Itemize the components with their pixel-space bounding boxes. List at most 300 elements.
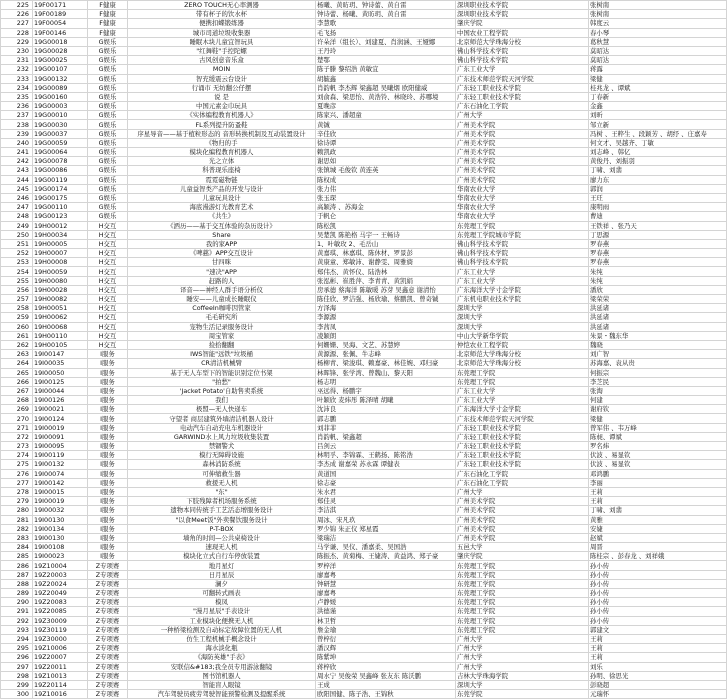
- project-id-cell[interactable]: 19G00110: [33, 203, 88, 212]
- project-title-cell[interactable]: 地月星灯: [128, 561, 316, 570]
- school-cell[interactable]: 肇庆学院: [456, 19, 589, 28]
- school-cell[interactable]: 华南农业大学: [456, 193, 589, 202]
- row-number-cell[interactable]: 265: [1, 368, 33, 377]
- advisor-cell[interactable]: 刘志峰 、韩亿: [589, 148, 727, 157]
- project-id-cell[interactable]: 19Z30009: [33, 616, 88, 625]
- school-cell[interactable]: 东莞理工学院城市学院: [456, 230, 589, 239]
- team-members-cell[interactable]: 周水宁 吴俊荣 吴鑫峰 张友东 陈沃鹏: [316, 671, 456, 680]
- advisor-cell[interactable]: 朱纯: [589, 267, 727, 276]
- school-cell[interactable]: 广州美术学院: [456, 533, 589, 542]
- team-members-cell[interactable]: 王丹玲: [316, 46, 456, 55]
- advisor-cell[interactable]: 王莉: [589, 644, 727, 653]
- project-title-cell[interactable]: 带有杯子的饮水杯: [128, 10, 316, 19]
- team-members-cell[interactable]: 张玉琛: [316, 193, 456, 202]
- team-members-cell[interactable]: 李杰成 谢嘉荣 苏永霖 谭健表: [316, 460, 456, 469]
- project-title-cell[interactable]: 一种桥梁检测及自动标定故障位置的无人机: [128, 625, 316, 634]
- project-title-cell[interactable]: 我的家APP: [128, 239, 316, 248]
- category-cell[interactable]: Z专项赛: [88, 625, 128, 634]
- school-cell[interactable]: 仲恺农业工程学院: [456, 340, 589, 349]
- project-id-cell[interactable]: 19Z20114: [33, 680, 88, 689]
- team-members-cell[interactable]: 郭志鹏: [316, 414, 456, 423]
- team-members-cell[interactable]: 肖韵帆、梁鑫超: [316, 432, 456, 441]
- row-number-cell[interactable]: 275: [1, 460, 33, 469]
- project-title-cell[interactable]: 行诵市 无纺翻公仔摆: [128, 83, 316, 92]
- school-cell[interactable]: 深圳大学: [456, 680, 589, 689]
- category-cell[interactable]: H交互: [88, 249, 128, 258]
- category-cell[interactable]: Z专项赛: [88, 579, 128, 588]
- category-cell[interactable]: G娱乐: [88, 83, 128, 92]
- team-members-cell[interactable]: 谢思如: [316, 157, 456, 166]
- row-number-cell[interactable]: 288: [1, 579, 33, 588]
- project-id-cell[interactable]: 19I00132: [33, 460, 88, 469]
- project-id-cell[interactable]: 19H00005: [33, 239, 88, 248]
- school-cell[interactable]: 中国农业工程学院: [456, 28, 589, 37]
- row-number-cell[interactable]: 278: [1, 487, 33, 496]
- project-title-cell[interactable]: 光之立体: [128, 157, 316, 166]
- project-id-cell[interactable]: 19I00032: [33, 506, 88, 515]
- project-title-cell[interactable]: 遗物本同传统手工艺活态增服务设计: [128, 506, 316, 515]
- project-title-cell[interactable]: 墙角的时间—公共桌椅设计: [128, 533, 316, 542]
- project-id-cell[interactable]: 19H00028: [33, 285, 88, 294]
- school-cell[interactable]: 广东轻工职业技术学院: [456, 92, 589, 101]
- project-title-cell[interactable]: 赶路的人: [128, 276, 316, 285]
- school-cell[interactable]: 东莞理工学院: [456, 221, 589, 230]
- team-members-cell[interactable]: 黄源源、张佩、牛志峰: [316, 350, 456, 359]
- project-id-cell[interactable]: 19I00125: [33, 377, 88, 386]
- row-number-cell[interactable]: 285: [1, 552, 33, 561]
- advisor-cell[interactable]: 莫昭达: [589, 46, 727, 55]
- advisor-cell[interactable]: 元瑞怀: [589, 690, 727, 699]
- team-members-cell[interactable]: 洪德谨: [316, 607, 456, 616]
- project-id-cell[interactable]: 19G00025: [33, 56, 88, 65]
- project-id-cell[interactable]: 19G00160: [33, 92, 88, 101]
- project-id-cell[interactable]: 19Z20085: [33, 607, 88, 616]
- project-id-cell[interactable]: 19I00147: [33, 350, 88, 359]
- school-cell[interactable]: 中山大学新华学院: [456, 331, 589, 340]
- school-cell[interactable]: 东莞理工学院: [456, 570, 589, 579]
- project-title-cell[interactable]: 我们: [128, 396, 316, 405]
- school-cell[interactable]: 广东轻工职业技术学院: [456, 442, 589, 451]
- advisor-cell[interactable]: 梁荣荣: [589, 295, 727, 304]
- team-members-cell[interactable]: 徐诗谭: [316, 138, 456, 147]
- project-id-cell[interactable]: 19I00091: [33, 432, 88, 441]
- project-title-cell[interactable]: 智能盲人眼镜: [128, 680, 316, 689]
- category-cell[interactable]: I服务: [88, 386, 128, 395]
- project-id-cell[interactable]: 19Z10016: [33, 690, 88, 699]
- project-id-cell[interactable]: 19I00035: [33, 359, 88, 368]
- row-number-cell[interactable]: 280: [1, 506, 33, 515]
- project-id-cell[interactable]: 19Z30119: [33, 625, 88, 634]
- project-title-cell[interactable]: 救援无人机: [128, 478, 316, 487]
- team-members-cell[interactable]: 黄道国: [316, 469, 456, 478]
- team-members-cell[interactable]: 夏晚彦: [316, 102, 456, 111]
- advisor-cell[interactable]: 刘乐: [589, 662, 727, 671]
- category-cell[interactable]: H交互: [88, 239, 128, 248]
- category-cell[interactable]: Z专项赛: [88, 570, 128, 579]
- team-members-cell[interactable]: 林卫哲: [316, 616, 456, 625]
- project-id-cell[interactable]: 19Z20083: [33, 598, 88, 607]
- team-members-cell[interactable]: 罗梓洋: [316, 561, 456, 570]
- school-cell[interactable]: 深圳职业技术学院: [456, 1, 589, 10]
- row-number-cell[interactable]: 230: [1, 46, 33, 55]
- school-cell[interactable]: 广州大学: [456, 111, 589, 120]
- school-cell[interactable]: 广东工业大学: [456, 65, 589, 74]
- row-number-cell[interactable]: 264: [1, 359, 33, 368]
- school-cell[interactable]: 广东工业大学: [456, 396, 589, 405]
- project-id-cell[interactable]: 19I00044: [33, 386, 88, 395]
- row-number-cell[interactable]: 272: [1, 432, 33, 441]
- category-cell[interactable]: H交互: [88, 230, 128, 239]
- school-cell[interactable]: 东莞理工学院: [456, 616, 589, 625]
- row-number-cell[interactable]: 246: [1, 193, 33, 202]
- project-id-cell[interactable]: 19I00050: [33, 368, 88, 377]
- project-id-cell[interactable]: 19F00054: [33, 19, 88, 28]
- row-number-cell[interactable]: 253: [1, 258, 33, 267]
- row-number-cell[interactable]: 276: [1, 469, 33, 478]
- project-id-cell[interactable]: 19H00034: [33, 230, 88, 239]
- school-cell[interactable]: 广州美术学院: [456, 497, 589, 506]
- team-members-cell[interactable]: 许朵洋（组长）、刘建夏、肖润涵、王娅娜: [316, 37, 456, 46]
- project-id-cell[interactable]: 19F00189: [33, 10, 88, 19]
- team-members-cell[interactable]: 凌颖朗: [316, 331, 456, 340]
- category-cell[interactable]: G娱乐: [88, 148, 128, 157]
- row-number-cell[interactable]: 242: [1, 157, 33, 166]
- school-cell[interactable]: 广州美术学院: [456, 120, 589, 129]
- project-id-cell[interactable]: 19I00108: [33, 543, 88, 552]
- school-cell[interactable]: 广东轻工职业技术学院: [456, 451, 589, 460]
- project-id-cell[interactable]: 19G00175: [33, 193, 88, 202]
- category-cell[interactable]: G娱乐: [88, 65, 128, 74]
- school-cell[interactable]: 广州美术学院: [456, 148, 589, 157]
- row-number-cell[interactable]: 251: [1, 239, 33, 248]
- project-id-cell[interactable]: 19Z30000: [33, 634, 88, 643]
- category-cell[interactable]: G娱乐: [88, 46, 128, 55]
- project-title-cell[interactable]: 图书馆机器人: [128, 671, 316, 680]
- school-cell[interactable]: 广东技术师范学院天河学院: [456, 74, 589, 83]
- category-cell[interactable]: H交互: [88, 304, 128, 313]
- project-id-cell[interactable]: 19H00012: [33, 221, 88, 230]
- row-number-cell[interactable]: 269: [1, 405, 33, 414]
- category-cell[interactable]: H交互: [88, 221, 128, 230]
- project-id-cell[interactable]: 19I00134: [33, 524, 88, 533]
- category-cell[interactable]: I服务: [88, 414, 128, 423]
- project-id-cell[interactable]: 19I00130: [33, 533, 88, 542]
- team-members-cell[interactable]: 朱水君: [316, 487, 456, 496]
- team-members-cell[interactable]: 詹金瑜: [316, 625, 456, 634]
- advisor-cell[interactable]: 梁健: [589, 74, 727, 83]
- school-cell[interactable]: 广东轻工职业技术学院: [456, 83, 589, 92]
- team-members-cell[interactable]: 刘菲菲: [316, 423, 456, 432]
- category-cell[interactable]: G娱乐: [88, 37, 128, 46]
- project-title-cell[interactable]: FL系列提升防蚤鞋: [128, 120, 316, 129]
- team-members-cell[interactable]: 张力伟: [316, 184, 456, 193]
- project-id-cell[interactable]: 19G00010: [33, 111, 88, 120]
- team-members-cell[interactable]: 胡毓鑫: [316, 74, 456, 83]
- team-members-cell[interactable]: 杨曦、黄昉玥、钟诗蕾、黄自雷: [316, 1, 456, 10]
- advisor-cell[interactable]: 莫昭达: [589, 56, 727, 65]
- category-cell[interactable]: I服务: [88, 350, 128, 359]
- project-title-cell[interactable]: 可翻转式画表: [128, 589, 316, 598]
- project-id-cell[interactable]: 19G00059: [33, 138, 88, 147]
- advisor-cell[interactable]: 安婕: [589, 524, 727, 533]
- row-number-cell[interactable]: 234: [1, 83, 33, 92]
- row-number-cell[interactable]: 290: [1, 598, 33, 607]
- row-number-cell[interactable]: 237: [1, 111, 33, 120]
- advisor-cell[interactable]: 王玨: [589, 193, 727, 202]
- team-members-cell[interactable]: 杨志明: [316, 377, 456, 386]
- row-number-cell[interactable]: 281: [1, 515, 33, 524]
- school-cell[interactable]: 广州大学: [456, 653, 589, 662]
- row-number-cell[interactable]: 247: [1, 203, 33, 212]
- advisor-cell[interactable]: 赵斌: [589, 533, 727, 542]
- project-id-cell[interactable]: 19G00037: [33, 129, 88, 138]
- school-cell[interactable]: 东莞理工学院: [456, 625, 589, 634]
- project-title-cell[interactable]: Share: [128, 230, 316, 239]
- row-number-cell[interactable]: 282: [1, 524, 33, 533]
- project-title-cell[interactable]: 模行无障碍设施: [128, 451, 316, 460]
- school-cell[interactable]: 广东工业大学: [456, 267, 589, 276]
- category-cell[interactable]: I服务: [88, 487, 128, 496]
- advisor-cell[interactable]: 梁健: [589, 414, 727, 423]
- category-cell[interactable]: H交互: [88, 276, 128, 285]
- team-members-cell[interactable]: 欧阳国健、陈子浩、王锦秋: [316, 690, 456, 699]
- team-members-cell[interactable]: 徐志豪: [316, 478, 456, 487]
- row-number-cell[interactable]: 244: [1, 175, 33, 184]
- category-cell[interactable]: G娱乐: [88, 111, 128, 120]
- advisor-cell[interactable]: 丁春新: [589, 92, 727, 101]
- school-cell[interactable]: 广东工业大学: [456, 276, 589, 285]
- project-title-cell[interactable]: 可伸缩救生器: [128, 469, 316, 478]
- school-cell[interactable]: 东莞理工学院: [456, 368, 589, 377]
- category-cell[interactable]: Z专项赛: [88, 690, 128, 699]
- advisor-cell[interactable]: 王铁祥 、张乃天: [589, 221, 727, 230]
- row-number-cell[interactable]: 274: [1, 451, 33, 460]
- school-cell[interactable]: 北京师范大学珠海分校: [456, 37, 589, 46]
- project-id-cell[interactable]: 19G00018: [33, 37, 88, 46]
- advisor-cell[interactable]: 洪延诸: [589, 313, 727, 322]
- team-members-cell[interactable]: 王成: [316, 680, 456, 689]
- team-members-cell[interactable]: 房承德 蔡海洋 陈敏暖 苏芽 吴鑫意 谢清怡: [316, 285, 456, 294]
- project-title-cell[interactable]: 儿童益智类产品的开发与设计: [128, 184, 316, 193]
- project-title-cell[interactable]: 电动汽车自动充电车机器设计: [128, 423, 316, 432]
- school-cell[interactable]: 东莞理工学院: [456, 579, 589, 588]
- project-title-cell[interactable]: 下肢残障者机场服务系统: [128, 497, 316, 506]
- project-id-cell[interactable]: 19Z10006: [33, 644, 88, 653]
- category-cell[interactable]: I服务: [88, 478, 128, 487]
- school-cell[interactable]: 北京师范大学珠海分校: [456, 350, 589, 359]
- school-cell[interactable]: 广东轻工职业技术学院: [456, 432, 589, 441]
- team-members-cell[interactable]: 郑伟杰、黄怀仪、陆浩林: [316, 267, 456, 276]
- school-cell[interactable]: 广州美术学院: [456, 506, 589, 515]
- row-number-cell[interactable]: 228: [1, 28, 33, 37]
- team-members-cell[interactable]: 马学谦、吴仪、潘嘉柔、吴国浩: [316, 543, 456, 552]
- school-cell[interactable]: 深圳大学: [456, 313, 589, 322]
- team-members-cell[interactable]: 陈佳欣、罗洁强、杨欣瑜、蔡鹏凯、曾奇铖: [316, 295, 456, 304]
- project-id-cell[interactable]: 19F00146: [33, 28, 88, 37]
- project-title-cell[interactable]: CoffeeIn咖啡因管家: [128, 304, 316, 313]
- school-cell[interactable]: 东莞理工学院: [456, 598, 589, 607]
- school-cell[interactable]: 华南农业大学: [456, 203, 589, 212]
- project-title-cell[interactable]: ZERO TOUCH无心率测器: [128, 1, 316, 10]
- school-cell[interactable]: 东莞理工学院: [456, 589, 589, 598]
- school-cell[interactable]: 广东石油化工学院: [456, 102, 589, 111]
- team-members-cell[interactable]: 林晖锋、张学湾、曾魏山、黎天阳: [316, 368, 456, 377]
- school-cell[interactable]: 佛山科学技术学院: [456, 239, 589, 248]
- advisor-cell[interactable]: 何文才、吴越齐、丁敏: [589, 138, 727, 147]
- row-number-cell[interactable]: 233: [1, 74, 33, 83]
- team-members-cell[interactable]: 叶颖欣 麦炜彤 陈泽晴 胡曦: [316, 396, 456, 405]
- advisor-cell[interactable]: 陈桂宗 、彭春龙 、刘祥娥: [589, 552, 727, 561]
- advisor-cell[interactable]: 罗春燕: [589, 249, 727, 258]
- team-members-cell[interactable]: 罗少锦 朱正仪 郑星霞: [316, 524, 456, 533]
- project-title-cell[interactable]: 《洒历——基于交互体验的杂历设计》: [128, 221, 316, 230]
- row-number-cell[interactable]: 229: [1, 37, 33, 46]
- project-title-cell[interactable]: 睡安——儿童成长睡眠仪: [128, 295, 316, 304]
- team-members-cell[interactable]: 潘汉辉: [316, 644, 456, 653]
- school-cell[interactable]: 东莞学院: [456, 690, 589, 699]
- category-cell[interactable]: F健康: [88, 1, 128, 10]
- row-number-cell[interactable]: 231: [1, 56, 33, 65]
- project-id-cell[interactable]: 19I00130: [33, 515, 88, 524]
- project-title-cell[interactable]: IWS智能"远铁"垃圾桶: [128, 350, 316, 359]
- advisor-cell[interactable]: 曹迪: [589, 212, 727, 221]
- team-members-cell[interactable]: 赖凯政: [316, 148, 456, 157]
- advisor-cell[interactable]: 孙明、徐思光: [589, 671, 727, 680]
- row-number-cell[interactable]: 298: [1, 671, 33, 680]
- row-number-cell[interactable]: 284: [1, 543, 33, 552]
- team-members-cell[interactable]: 黄嘉琪、林嘉琪、陈休材、罗景彭: [316, 249, 456, 258]
- school-cell[interactable]: 肇庆学院: [456, 552, 589, 561]
- project-title-cell[interactable]: 城市司道垃圾收集器: [128, 28, 316, 37]
- category-cell[interactable]: Z专项赛: [88, 616, 128, 625]
- advisor-cell[interactable]: 葛秋慧: [589, 37, 727, 46]
- team-members-cell[interactable]: 张镇城 毛俊钦 黄连英: [316, 166, 456, 175]
- row-number-cell[interactable]: 261: [1, 331, 33, 340]
- advisor-cell[interactable]: 王莉: [589, 497, 727, 506]
- school-cell[interactable]: 佛山科学技术学院: [456, 258, 589, 267]
- team-members-cell[interactable]: 钟研慧: [316, 579, 456, 588]
- project-title-cell[interactable]: 便携扣蝶锻练器: [128, 19, 316, 28]
- project-title-cell[interactable]: 速现无人机: [128, 543, 316, 552]
- row-number-cell[interactable]: 257: [1, 295, 33, 304]
- project-title-cell[interactable]: 禁锢警犬: [128, 442, 316, 451]
- team-members-cell[interactable]: 李茜凤: [316, 322, 456, 331]
- team-members-cell[interactable]: 陈振杰、黄菊梅、王婕涛、黄益鸿、郑子豪: [316, 552, 456, 561]
- team-members-cell[interactable]: 李慧歌: [316, 19, 456, 28]
- row-number-cell[interactable]: 252: [1, 249, 33, 258]
- team-members-cell[interactable]: 廖嘉粤: [316, 570, 456, 579]
- project-title-cell[interactable]: 古风创意音乐盒: [128, 56, 316, 65]
- row-number-cell[interactable]: 299: [1, 680, 33, 689]
- project-title-cell[interactable]: 科普现乐座椅: [128, 166, 316, 175]
- project-title-cell[interactable]: GARWIND水上风力垃圾收集装置: [128, 432, 316, 441]
- category-cell[interactable]: F健康: [88, 19, 128, 28]
- advisor-cell[interactable]: 张树南: [589, 10, 727, 19]
- project-title-cell[interactable]: 智充缓震云台设计: [128, 74, 316, 83]
- team-members-cell[interactable]: 1、叶敏玫 2、毛岳山: [316, 239, 456, 248]
- team-members-cell[interactable]: 陈子滕 黎绍浩 黄敏宜: [316, 65, 456, 74]
- team-members-cell[interactable]: 周冰、宋凡玖: [316, 515, 456, 524]
- row-number-cell[interactable]: 225: [1, 1, 33, 10]
- project-title-cell[interactable]: CR清洁机械臂: [128, 359, 316, 368]
- category-cell[interactable]: G娱乐: [88, 74, 128, 83]
- advisor-cell[interactable]: 金鑫: [589, 102, 727, 111]
- project-title-cell[interactable]: 日月星辰: [128, 570, 316, 579]
- advisor-cell[interactable]: 冯树 、王粹生 、段颖芳 、胡纾 、庄嘉寿: [589, 129, 727, 138]
- project-title-cell[interactable]: P-T-BOX: [128, 524, 316, 533]
- project-title-cell[interactable]: 宠物生活记录服务设计: [128, 322, 316, 331]
- project-title-cell[interactable]: 模凤: [128, 598, 316, 607]
- advisor-cell[interactable]: 孙小传: [589, 616, 727, 625]
- category-cell[interactable]: H交互: [88, 322, 128, 331]
- category-cell[interactable]: I服务: [88, 524, 128, 533]
- team-members-cell[interactable]: 钟诗蕾、杨曦、黄昉玥、黄自雷: [316, 10, 456, 19]
- team-members-cell[interactable]: 方泽海: [316, 304, 456, 313]
- category-cell[interactable]: I服务: [88, 377, 128, 386]
- advisor-cell[interactable]: 曾军伟 、韦万峰: [589, 423, 727, 432]
- project-title-cell[interactable]: 译音——神经人群手语分析仪: [128, 285, 316, 294]
- project-id-cell[interactable]: 19F00171: [33, 1, 88, 10]
- category-cell[interactable]: Z专项赛: [88, 680, 128, 689]
- project-id-cell[interactable]: 19I00124: [33, 414, 88, 423]
- team-members-cell[interactable]: 沈沛良: [316, 405, 456, 414]
- school-cell[interactable]: 深圳大学: [456, 322, 589, 331]
- row-number-cell[interactable]: 295: [1, 644, 33, 653]
- project-id-cell[interactable]: 19Z10013: [33, 671, 88, 680]
- project-id-cell[interactable]: 19G00064: [33, 148, 88, 157]
- project-title-cell[interactable]: 极盟—无人快递车: [128, 405, 316, 414]
- row-number-cell[interactable]: 239: [1, 129, 33, 138]
- school-cell[interactable]: 华南农业大学: [456, 184, 589, 193]
- team-members-cell[interactable]: 廖嘉粤: [316, 589, 456, 598]
- team-members-cell[interactable]: 曾梓衍: [316, 634, 456, 643]
- school-cell[interactable]: 东莞理工学院: [456, 377, 589, 386]
- advisor-cell[interactable]: 桂兆龙 、谭斌: [589, 83, 727, 92]
- advisor-cell[interactable]: 谢府钦: [589, 405, 727, 414]
- category-cell[interactable]: I服务: [88, 451, 128, 460]
- project-title-cell[interactable]: 基于无人车型下的智能识别定位书架: [128, 368, 316, 377]
- advisor-cell[interactable]: 丁啸、刘翡: [589, 166, 727, 175]
- advisor-cell[interactable]: 韩度云: [589, 19, 727, 28]
- team-members-cell[interactable]: 何姗姗、吴海、文艺、苏慧婷: [316, 340, 456, 349]
- category-cell[interactable]: I服务: [88, 368, 128, 377]
- project-id-cell[interactable]: 19G00028: [33, 46, 88, 55]
- project-title-cell[interactable]: 海底漫游灯光教育艺术: [128, 203, 316, 212]
- advisor-cell[interactable]: 丁啸、刘翡: [589, 506, 727, 515]
- advisor-cell[interactable]: 罗春燕: [589, 258, 727, 267]
- team-members-cell[interactable]: 陈家兴、潘超童: [316, 111, 456, 120]
- project-title-cell[interactable]: 毛毛研究所: [128, 313, 316, 322]
- category-cell[interactable]: G娱乐: [88, 212, 128, 221]
- project-title-cell[interactable]: 仿生工程机械手概念设计: [128, 634, 316, 643]
- project-id-cell[interactable]: 19I00023: [33, 552, 88, 561]
- category-cell[interactable]: I服务: [88, 543, 128, 552]
- row-number-cell[interactable]: 245: [1, 184, 33, 193]
- project-title-cell[interactable]: 《物归的手: [128, 138, 316, 147]
- advisor-cell[interactable]: 朱纯: [589, 276, 727, 285]
- category-cell[interactable]: I服务: [88, 497, 128, 506]
- project-id-cell[interactable]: 19Z20024: [33, 579, 88, 588]
- school-cell[interactable]: 广东石油化工学院: [456, 478, 589, 487]
- school-cell[interactable]: 广东轻工职业技术学院: [456, 423, 589, 432]
- project-id-cell[interactable]: 19I00095: [33, 442, 88, 451]
- project-title-cell[interactable]: "拍愁": [128, 377, 316, 386]
- category-cell[interactable]: H交互: [88, 258, 128, 267]
- advisor-cell[interactable]: 魏晓: [589, 340, 727, 349]
- team-members-cell[interactable]: 刘俞森、梁思怡、黄浩铃、林晓玲、苏哪境: [316, 92, 456, 101]
- project-id-cell[interactable]: 19Z20007: [33, 653, 88, 662]
- advisor-cell[interactable]: 刘广智: [589, 350, 727, 359]
